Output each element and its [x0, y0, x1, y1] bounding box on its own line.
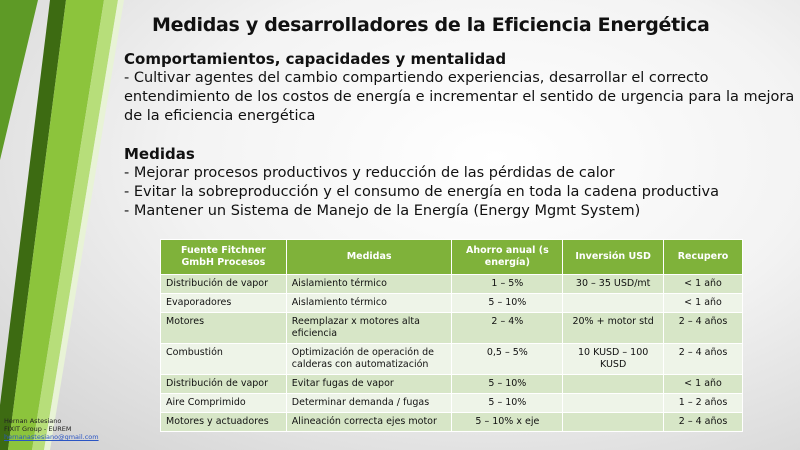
cell-proceso: Aire Comprimido	[161, 394, 287, 413]
cell-inversion: 30 – 35 USD/mt	[563, 275, 664, 294]
cell-ahorro: 5 – 10%	[452, 375, 563, 394]
cell-proceso: Motores	[161, 313, 287, 344]
cell-inversion	[563, 375, 664, 394]
section-heading-medidas: Medidas	[124, 145, 195, 163]
cell-proceso: Distribución de vapor	[161, 275, 287, 294]
bullet-item: - Mantener un Sistema de Manejo de la Energía (Energy Mgmt System)	[124, 203, 641, 219]
section-heading-comportamientos: Comportamientos, capacidades y mentalidad	[124, 50, 507, 68]
slide-body	[124, 50, 796, 221]
cell-ahorro: 0,5 – 5%	[452, 344, 563, 375]
author-name: Hernan Astesiano	[4, 417, 62, 425]
paragraph-line: de la eficiencia energética	[124, 108, 316, 124]
cell-ahorro: 5 – 10%	[452, 394, 563, 413]
table-row	[161, 313, 743, 344]
cell-inversion: 10 KUSD – 100 KUSD	[563, 344, 664, 375]
cell-proceso: Motores y actuadores	[161, 413, 287, 432]
cell-ahorro: 5 – 10% x eje	[452, 413, 563, 432]
author-org: FIXIT Group - EUREM	[4, 425, 72, 433]
medidas-bullet-list	[124, 164, 796, 221]
table-header-row	[161, 240, 743, 275]
cell-medida: Evitar fugas de vapor	[286, 375, 452, 394]
table-row	[161, 413, 743, 432]
cell-recupero: 1 – 2 años	[664, 394, 743, 413]
cell-medida: Determinar demanda / fugas	[286, 394, 452, 413]
cell-ahorro: 2 – 4%	[452, 313, 563, 344]
table-row	[161, 375, 743, 394]
decorative-green-stripes	[0, 0, 140, 450]
cell-medida: Optimización de operación de calderas con automatización	[286, 344, 452, 375]
efficiency-measures-table	[160, 239, 743, 432]
paragraph-line: entendimiento de los costos de energía e incrementar el sentido de urgencia para la mejora	[124, 89, 795, 105]
table-row	[161, 394, 743, 413]
cell-inversion	[563, 394, 664, 413]
cell-medida: Aislamiento térmico	[286, 275, 452, 294]
cell-medida: Alineación correcta ejes motor	[286, 413, 452, 432]
cell-ahorro: 1 – 5%	[452, 275, 563, 294]
cell-recupero: < 1 año	[664, 294, 743, 313]
cell-medida: Reemplazar x motores alta eficiencia	[286, 313, 452, 344]
cell-recupero: 2 – 4 años	[664, 344, 743, 375]
cell-inversion	[563, 294, 664, 313]
cell-recupero: < 1 año	[664, 375, 743, 394]
cell-inversion: 20% + motor std	[563, 313, 664, 344]
cell-proceso: Evaporadores	[161, 294, 287, 313]
cell-recupero: 2 – 4 años	[664, 413, 743, 432]
header-medidas: Medidas	[286, 240, 452, 275]
header-procesos: Fuente Fitchner GmbH Procesos	[161, 240, 287, 275]
author-footer	[4, 417, 99, 441]
bullet-item: - Mejorar procesos productivos y reducción de las pérdidas de calor	[124, 165, 615, 181]
author-email-link[interactable]: hernanastesiano@gmail.com	[4, 433, 99, 441]
paragraph-line: - Cultivar agentes del cambio compartiendo experiencias, desarrollar el correcto	[124, 70, 709, 86]
table-row	[161, 275, 743, 294]
cell-inversion	[563, 413, 664, 432]
cell-proceso: Combustión	[161, 344, 287, 375]
header-inversion: Inversión USD	[563, 240, 664, 275]
slide-title: Medidas y desarrolladores de la Eficiencia Energética	[152, 14, 710, 36]
cell-ahorro: 5 – 10%	[452, 294, 563, 313]
cell-recupero: 2 – 4 años	[664, 313, 743, 344]
cell-medida: Aislamiento térmico	[286, 294, 452, 313]
table-row	[161, 344, 743, 375]
cell-recupero: < 1 año	[664, 275, 743, 294]
table-row	[161, 294, 743, 313]
cell-proceso: Distribución de vapor	[161, 375, 287, 394]
bullet-item: - Evitar la sobreproducción y el consumo de energía en toda la cadena productiva	[124, 184, 719, 200]
header-recupero: Recupero	[664, 240, 743, 275]
header-ahorro: Ahorro anual (s energía)	[452, 240, 563, 275]
